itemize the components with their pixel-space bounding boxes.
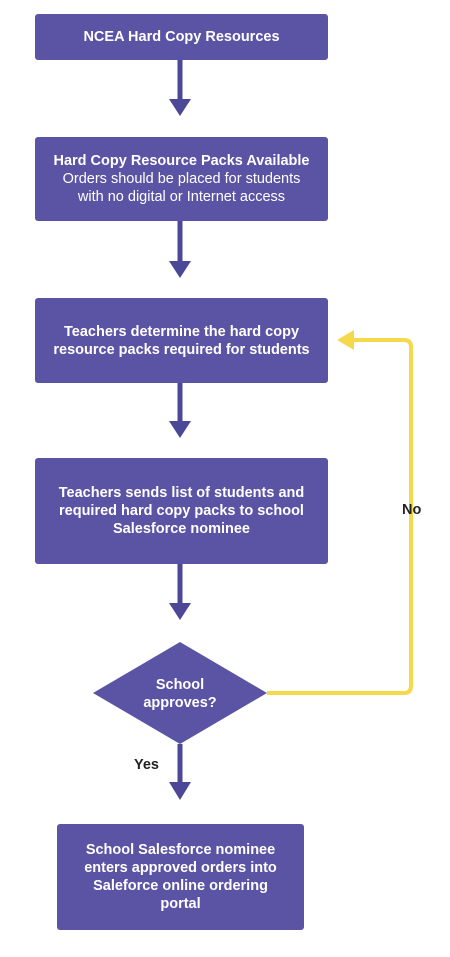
node-nominee-enters-line2: enters approved orders into: [84, 860, 277, 876]
node-teachers-send-line3: Salesforce nominee: [113, 521, 250, 537]
yes-label: Yes: [134, 757, 159, 773]
node-resource-packs-line2: Orders should be placed for students: [62, 171, 301, 187]
arrow-4: [169, 564, 191, 620]
decision-line1: School: [155, 677, 205, 693]
decision-label: [110, 676, 250, 712]
node-teachers-send: [35, 458, 328, 564]
node-nominee-enters-line3: Saleforce online ordering: [93, 878, 268, 894]
node-nominee-enters-line1: School Salesforce nominee: [85, 842, 276, 858]
node-teachers-determine-line2: resource packs required for students: [53, 341, 310, 358]
node-ncea-resources: [35, 14, 328, 60]
node-teachers-send-line1: Teachers sends list of students and: [58, 485, 305, 501]
node-nominee-enters: [57, 824, 304, 930]
no-label: No: [402, 502, 422, 518]
node-teachers-send-line2: required hard copy packs to school: [59, 503, 304, 519]
node-resource-packs-line3: with no digital or Internet access: [77, 189, 286, 205]
node-teachers-determine: [35, 298, 328, 383]
decision-line2: approves?: [143, 695, 217, 711]
arrow-3: [169, 383, 191, 438]
node-resource-packs: [35, 137, 328, 221]
node-ncea-resources-label: NCEA Hard Copy Resources: [83, 29, 280, 45]
arrow-5-yes: [169, 744, 191, 800]
node-teachers-determine-line1: Teachers determine the hard copy: [63, 323, 300, 340]
arrow-1: [169, 60, 191, 116]
arrow-2: [169, 221, 191, 278]
node-resource-packs-title: Hard Copy Resource Packs Available: [53, 153, 310, 169]
node-nominee-enters-line4: portal: [160, 896, 201, 912]
